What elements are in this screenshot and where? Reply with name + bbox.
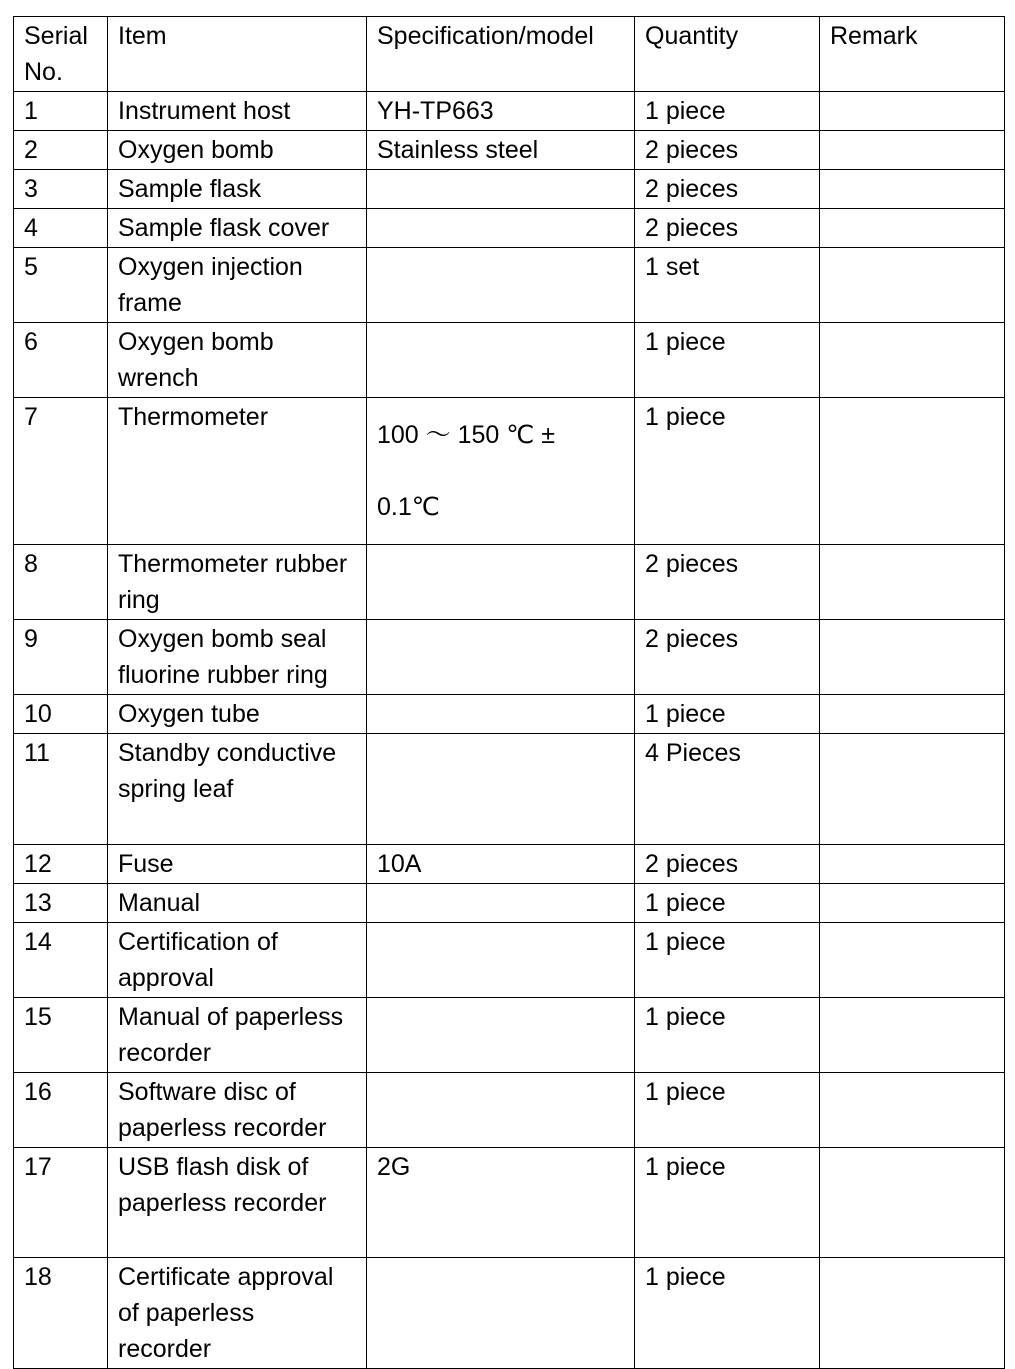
remark-cell [820, 1258, 1005, 1369]
item-cell: Oxygen bomb seal fluorine rubber ring [108, 620, 367, 695]
remark-cell [820, 1073, 1005, 1148]
serial-cell: 15 [14, 998, 108, 1073]
table-row [14, 620, 1005, 695]
spec-cell [367, 620, 635, 695]
remark-cell [820, 209, 1005, 248]
quantity-cell: 1 piece [635, 323, 820, 398]
item-cell: Sample flask cover [108, 209, 367, 248]
serial-cell: 7 [14, 398, 108, 545]
serial-cell: 8 [14, 545, 108, 620]
item-cell: Oxygen injection frame [108, 248, 367, 323]
serial-cell: 9 [14, 620, 108, 695]
item-cell: Instrument host [108, 92, 367, 131]
quantity-cell: 1 piece [635, 998, 820, 1073]
table-row [14, 1148, 1005, 1258]
header-row [14, 17, 1005, 92]
quantity-cell: 1 piece [635, 1073, 820, 1148]
quantity-cell: 2 pieces [635, 131, 820, 170]
remark-cell [820, 545, 1005, 620]
item-cell: Sample flask [108, 170, 367, 209]
table-row [14, 845, 1005, 884]
spec-cell [367, 170, 635, 209]
spec-cell: 10A [367, 845, 635, 884]
quantity-cell: 2 pieces [635, 845, 820, 884]
table-row [14, 1258, 1005, 1369]
table-row [14, 398, 1005, 545]
quantity-cell: 2 pieces [635, 209, 820, 248]
serial-cell: 2 [14, 131, 108, 170]
serial-cell: 18 [14, 1258, 108, 1369]
remark-cell [820, 923, 1005, 998]
serial-cell: 4 [14, 209, 108, 248]
quantity-cell: 1 piece [635, 92, 820, 131]
quantity-cell: 1 piece [635, 1258, 820, 1369]
serial-cell: 5 [14, 248, 108, 323]
table-row [14, 92, 1005, 131]
remark-cell [820, 131, 1005, 170]
remark-cell [820, 323, 1005, 398]
remark-cell [820, 92, 1005, 131]
spec-cell: 2G [367, 1148, 635, 1258]
remark-cell [820, 248, 1005, 323]
table-row [14, 1073, 1005, 1148]
item-cell: Certification of approval [108, 923, 367, 998]
packing-list-table [13, 16, 1005, 1369]
quantity-cell: 2 pieces [635, 620, 820, 695]
spec-cell [367, 695, 635, 734]
item-cell: Manual of paperless recorder [108, 998, 367, 1073]
serial-cell: 16 [14, 1073, 108, 1148]
header-item: Item [108, 17, 367, 92]
item-cell: Oxygen bomb wrench [108, 323, 367, 398]
header-remark: Remark [820, 17, 1005, 92]
spec-cell: 100 ～ 150 ℃ ± 0.1℃ [367, 398, 635, 545]
spec-cell [367, 923, 635, 998]
table-row [14, 545, 1005, 620]
remark-cell [820, 734, 1005, 845]
spec-cell [367, 248, 635, 323]
spec-cell [367, 1073, 635, 1148]
table-row [14, 131, 1005, 170]
quantity-cell: 2 pieces [635, 170, 820, 209]
quantity-cell: 1 piece [635, 695, 820, 734]
table-row [14, 695, 1005, 734]
serial-cell: 3 [14, 170, 108, 209]
quantity-cell: 4 Pieces [635, 734, 820, 845]
item-cell: Oxygen tube [108, 695, 367, 734]
quantity-cell: 1 piece [635, 1148, 820, 1258]
serial-cell: 10 [14, 695, 108, 734]
remark-cell [820, 620, 1005, 695]
spec-cell [367, 323, 635, 398]
table-row [14, 170, 1005, 209]
spec-cell [367, 209, 635, 248]
remark-cell [820, 695, 1005, 734]
table-row [14, 998, 1005, 1073]
spec-cell [367, 884, 635, 923]
quantity-cell: 1 piece [635, 884, 820, 923]
serial-cell: 6 [14, 323, 108, 398]
serial-cell: 11 [14, 734, 108, 845]
spec-cell [367, 545, 635, 620]
serial-cell: 14 [14, 923, 108, 998]
table-row [14, 734, 1005, 845]
header-spec: Specification/model [367, 17, 635, 92]
remark-cell [820, 170, 1005, 209]
table-row [14, 884, 1005, 923]
remark-cell [820, 845, 1005, 884]
item-cell: Fuse [108, 845, 367, 884]
table-row [14, 209, 1005, 248]
serial-cell: 12 [14, 845, 108, 884]
quantity-cell: 1 piece [635, 398, 820, 545]
item-cell: Oxygen bomb [108, 131, 367, 170]
remark-cell [820, 1148, 1005, 1258]
item-cell: Thermometer [108, 398, 367, 545]
spec-cell [367, 998, 635, 1073]
quantity-cell: 1 piece [635, 923, 820, 998]
table-header [14, 17, 1005, 92]
serial-cell: 13 [14, 884, 108, 923]
item-cell: Standby conductive spring leaf [108, 734, 367, 845]
item-cell: USB flash disk of paperless recorder [108, 1148, 367, 1258]
item-cell: Thermometer rubber ring [108, 545, 367, 620]
item-cell: Manual [108, 884, 367, 923]
header-serial: Serial No. [14, 17, 108, 92]
quantity-cell: 1 set [635, 248, 820, 323]
table-row [14, 923, 1005, 998]
spec-cell: Stainless steel [367, 131, 635, 170]
remark-cell [820, 398, 1005, 545]
spec-cell [367, 1258, 635, 1369]
spec-cell [367, 734, 635, 845]
spec-cell: YH-TP663 [367, 92, 635, 131]
remark-cell [820, 998, 1005, 1073]
table-row [14, 248, 1005, 323]
remark-cell [820, 884, 1005, 923]
serial-cell: 1 [14, 92, 108, 131]
header-quantity: Quantity [635, 17, 820, 92]
serial-cell: 17 [14, 1148, 108, 1258]
table-body [14, 92, 1005, 1369]
table-row [14, 323, 1005, 398]
item-cell: Certificate approval of paperless recorder [108, 1258, 367, 1369]
quantity-cell: 2 pieces [635, 545, 820, 620]
item-cell: Software disc of paperless recorder [108, 1073, 367, 1148]
